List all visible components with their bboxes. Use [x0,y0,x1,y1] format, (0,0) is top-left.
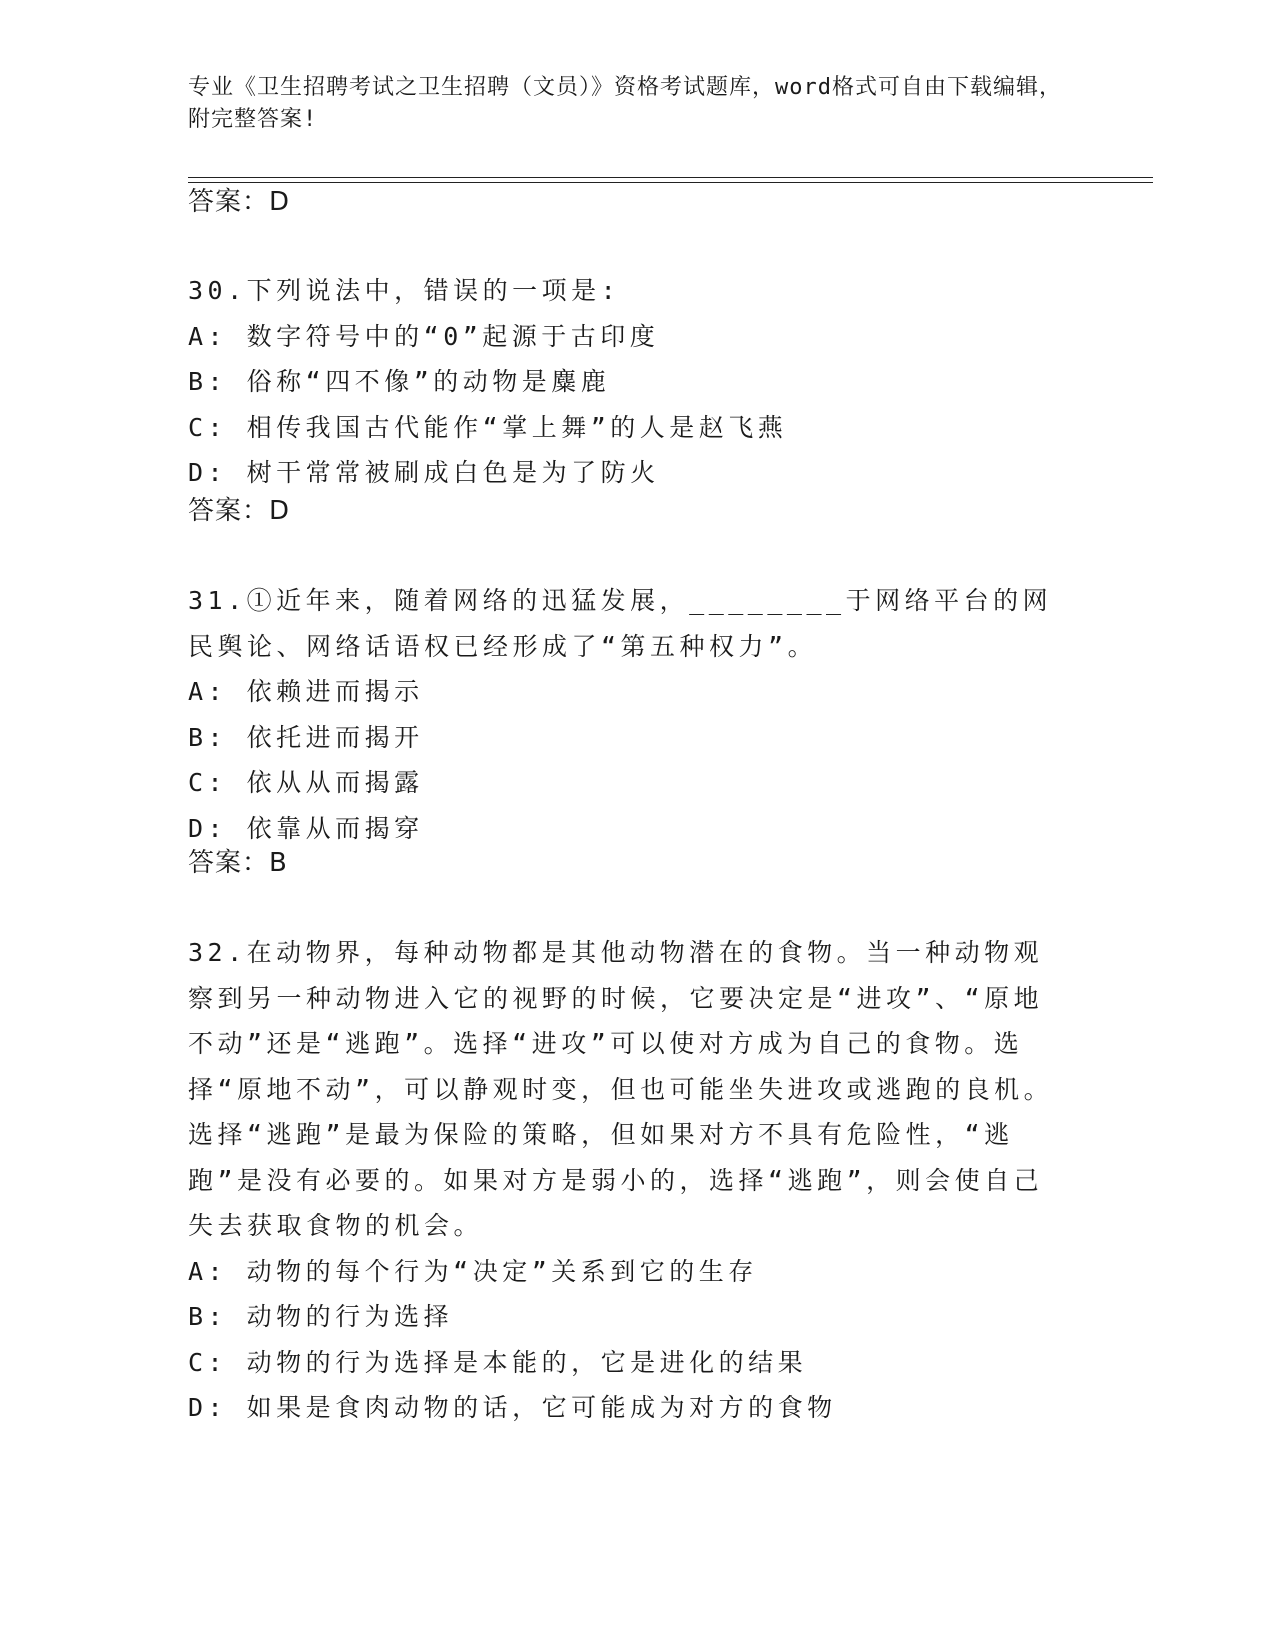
question-32-option-c: C: 动物的行为选择是本能的，它是进化的结果 [188,1347,808,1377]
question-30-option-b: B: 俗称“四不像”的动物是麋鹿 [188,367,611,396]
question-32-option-d: D: 如果是食肉动物的话，它可能成为对方的食物 [188,1393,837,1422]
header-rule-top [188,177,1153,178]
question-30-option-c: C: 相传我国古代能作“掌上舞”的人是赵飞燕 [188,412,788,442]
question-32-option-b: B: 动物的行为选择 [188,1302,454,1331]
answer-31: 答案：B [188,848,288,878]
question-31-option-a: A: 依赖进而揭示 [188,677,424,706]
document-header: 专业《卫生招聘考试之卫生招聘（文员）》资格考试题库，word格式可自由下载编辑，附完整答案! [188,75,1062,132]
question-31-option-c: C: 依从从而揭露 [188,768,424,797]
question-30-option-a: A: 数字符号中的“0”起源于古印度 [188,321,660,351]
question-31-option-d: D: 依靠从而揭穿 [188,813,424,843]
question-30-option-d: D: 树干常常被刷成白色是为了防火 [188,458,660,487]
answer-30: 答案：D [188,496,291,526]
question-31-text: 31.①近年来，随着网络的迅猛发展，________于网络平台的网民舆论、网络话语权已经形成了“第五种权力”。 [188,586,1053,661]
question-31-option-b: B: 依托进而揭开 [188,722,424,752]
question-30-text: 30.下列说法中，错误的一项是: [188,276,621,305]
question-30 [188,268,1068,496]
question-31 [188,578,1068,851]
header-rule-bottom [188,182,1153,183]
answer-previous: 答案：D [188,187,291,217]
question-32 [188,930,1068,1431]
question-32-option-a: A: 动物的每个行为“决定”关系到它的生存 [188,1256,758,1286]
question-32-text: 32.在动物界，每种动物都是其他动物潜在的食物。当一种动物观察到另一种动物进入它的视野的时候，它要决定是“进攻”、“原地不动”还是“逃跑”。选择“进攻”可以使对方成为自己的食物。选择“原地不动”，可以静观时变，但也可能坐失进攻或逃跑的良机。选择“逃跑”是最为保险的策略，但如果对方不具有危险性，“逃跑”是没有必要的。如果对方是弱小的，选择“逃跑”，则会使自己失去获取食物的机会。 [188,938,1054,1240]
